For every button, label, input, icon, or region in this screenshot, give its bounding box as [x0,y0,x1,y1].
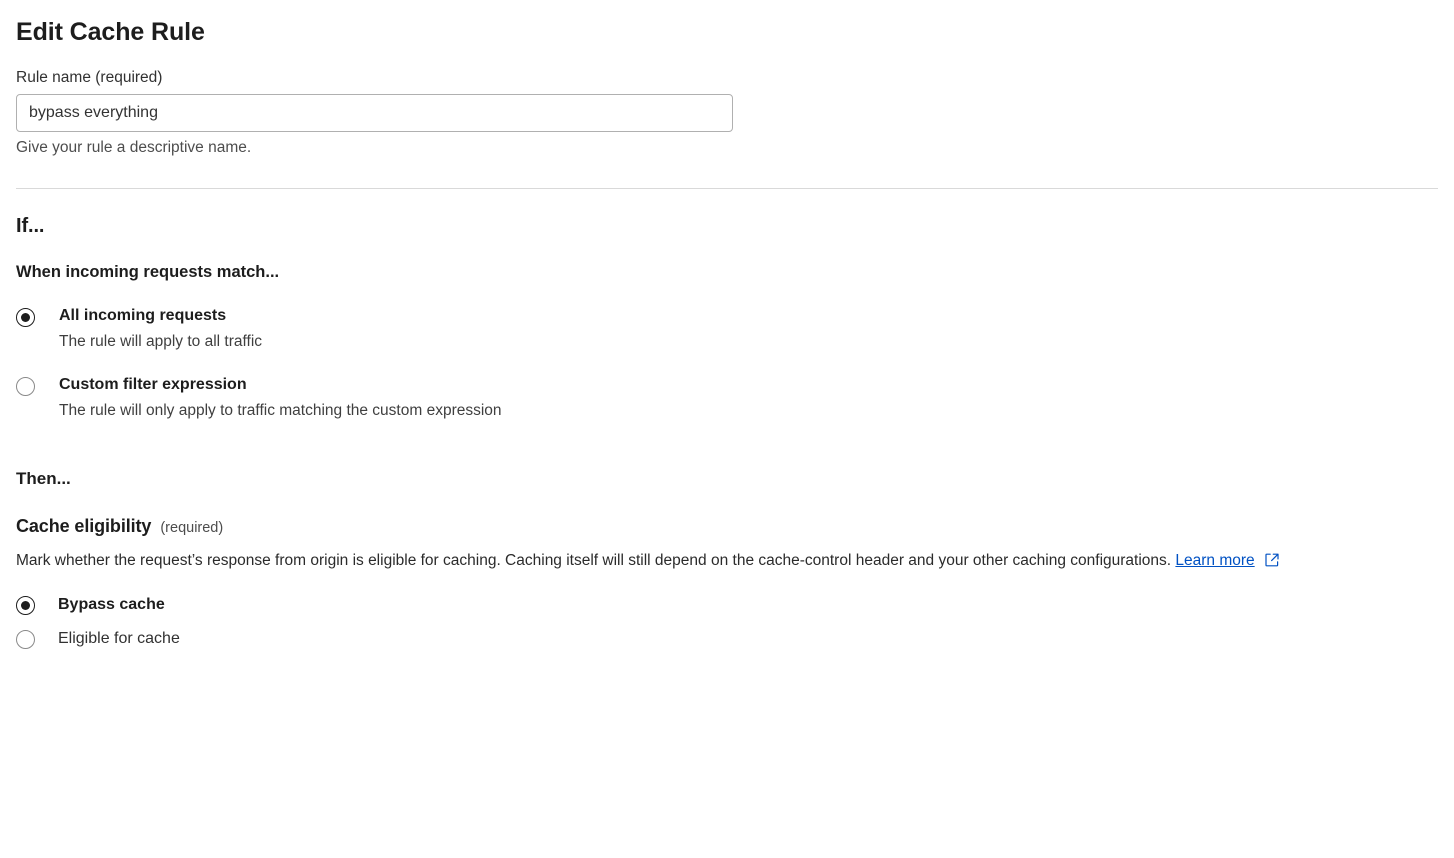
incoming-requests-match-heading: When incoming requests match... [16,263,280,281]
cache-eligibility-description [16,549,1436,575]
rule-name-input[interactable] [16,94,733,132]
radio-bypass-cache[interactable] [16,596,35,615]
learn-more-link[interactable]: Learn more [1175,552,1255,570]
cache-eligibility-required-note: (required) [160,520,224,537]
radio-option-all-incoming-requests[interactable] [16,306,1438,353]
radio-eligible-for-cache[interactable] [16,630,35,649]
if-section-heading: If... [16,215,45,237]
radio-desc-custom-filter-expression: The rule will only apply to traffic matching the custom expression [59,401,502,419]
page-title: Edit Cache Rule [16,18,205,46]
radio-label-all-incoming-requests: All incoming requests [59,307,227,324]
rule-name-help-text: Give your rule a descriptive name. [16,139,252,156]
radio-custom-filter-expression[interactable] [16,377,35,396]
rule-name-field-group [16,69,1438,157]
cache-eligibility-radio-group [16,595,1438,650]
cache-eligibility-header [16,516,1438,537]
rule-name-label: Rule name (required) [16,69,163,86]
radio-option-eligible-for-cache[interactable] [16,629,1438,650]
then-section-heading: Then... [16,469,71,489]
cache-eligibility-description-text: Mark whether the request’s response from origin is eligible for caching. Caching itself will still depend on the cache-control header and your other caching configurations. [16,552,1172,570]
section-divider [16,188,1438,189]
radio-label-eligible-for-cache: Eligible for cache [58,629,180,647]
radio-label-bypass-cache: Bypass cache [58,595,165,613]
radio-label-custom-filter-expression: Custom filter expression [59,375,247,393]
radio-all-incoming-requests[interactable] [16,308,35,327]
radio-option-custom-filter-expression[interactable] [16,375,1438,422]
radio-option-bypass-cache[interactable] [16,595,1438,616]
radio-desc-all-incoming-requests: The rule will apply to all traffic [59,332,263,350]
cache-eligibility-title: Cache eligibility [16,516,152,537]
incoming-requests-radio-group [16,306,1438,421]
external-link-icon[interactable] [1265,551,1279,575]
